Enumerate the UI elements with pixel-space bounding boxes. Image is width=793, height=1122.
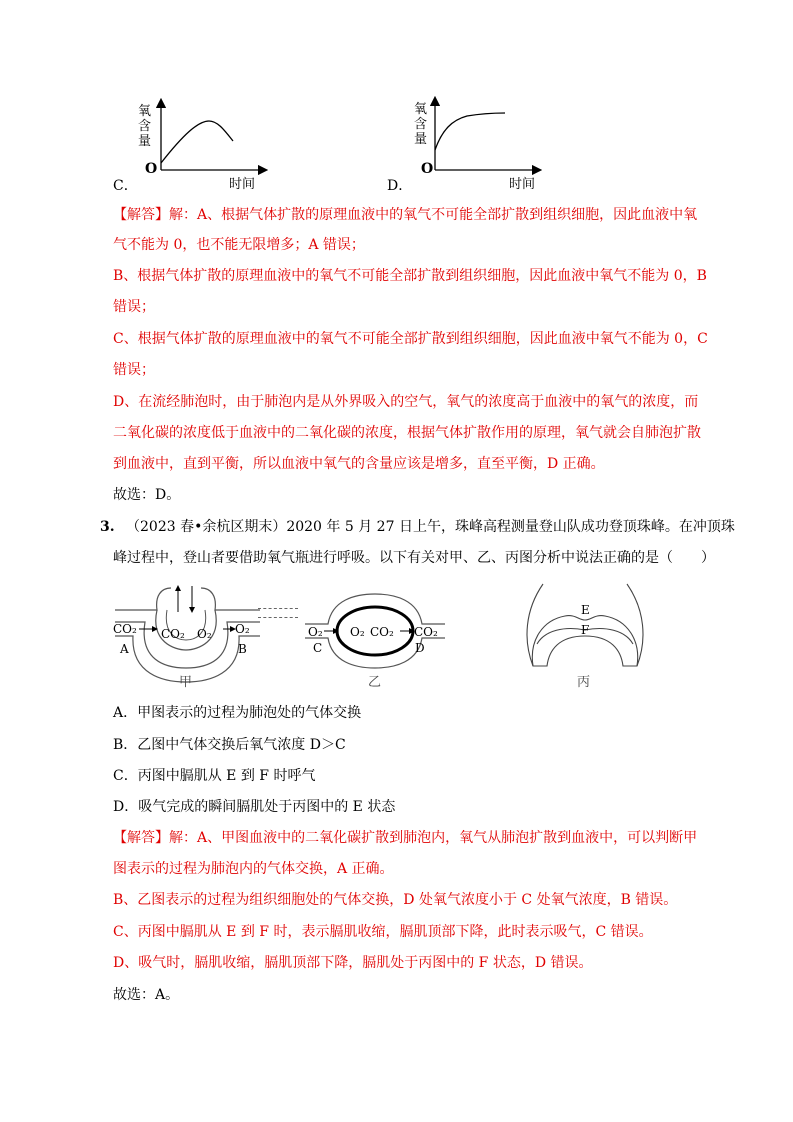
question3-number: 3. xyxy=(100,519,115,535)
answer2-line-5: C、根据气体扩散的原理血液中的氧气不可能全部扩散到组织细胞，因此血液中氧气不能为 0，C xyxy=(113,331,708,347)
bing-caption: 丙 xyxy=(577,675,591,690)
yi-co2-in: CO₂ xyxy=(370,625,394,639)
bing-label-f: F xyxy=(581,623,590,637)
answer2-line-4: 错误； xyxy=(113,299,155,315)
yi-caption: 乙 xyxy=(368,675,382,690)
origin-label: O xyxy=(421,161,434,177)
answer2-line-8: 二氧化碳的浓度低于血液中的二氧化碳的浓度，根据气体扩散作用的原理，氧气就会自肺泡扩散 xyxy=(113,425,701,441)
x-axis-label: 时间 xyxy=(509,177,536,192)
jia-o2-right: O₂ xyxy=(235,622,250,636)
origin-label: O xyxy=(145,161,158,177)
answer2-line-6: 错误； xyxy=(113,362,155,378)
figure-yi xyxy=(300,590,450,690)
yi-o2-in: O₂ xyxy=(350,625,365,639)
answer3-line-3: B、乙图表示的过程为组织细胞处的气体交换，D 处氧气浓度小于 C 处氧气浓度，B 错误。 xyxy=(113,892,678,908)
answer3-line-5: D、吸气时，膈肌收缩，膈肌顶部下降，膈肌处于丙图中的 F 状态，D 错误。 xyxy=(113,955,593,971)
y-label-char-3: 量 xyxy=(414,132,428,147)
yi-label-c: C xyxy=(313,641,323,655)
jia-co2-left: CO₂ xyxy=(113,622,137,636)
jia-co2-mid: CO₂ xyxy=(161,627,185,641)
option-d-label: D． xyxy=(387,178,413,194)
answer2-line-7: D、在流经肺泡时，由于肺泡内是从外界吸入的空气，氧气的浓度高于血液中的氧气的浓度，而 xyxy=(113,394,699,410)
answer2-line-1: 【解答】解：A、根据气体扩散的原理血液中的氧气不可能全部扩散到组织细胞，因此血液中氧 xyxy=(113,207,698,223)
graph-d xyxy=(387,95,547,195)
answer2-line-2: 气不能为 0，也不能无限增多；A 错误； xyxy=(113,237,365,253)
answer3-line-4: C、丙图中膈肌从 E 到 F 时，表示膈肌收缩，膈肌顶部下降，此时表示吸气，C 错误。 xyxy=(113,924,653,940)
answer3-line-2: 图表示的过程为肺泡内的气体交换，A 正确。 xyxy=(113,861,394,877)
jia-caption: 甲 xyxy=(179,675,193,690)
yi-o2-left: O₂ xyxy=(308,625,323,639)
option-c-label: C． xyxy=(113,178,138,194)
answer3-line-1: 【解答】解：A、甲图血液中的二氧化碳扩散到肺泡内，氧气从肺泡扩散到血液中，可以判断甲 xyxy=(113,830,698,846)
figure-jia xyxy=(105,582,275,692)
graph-c xyxy=(113,95,273,195)
option-d: D．吸气完成的瞬间膈肌处于丙图中的 E 状态 xyxy=(113,799,396,815)
option-b: B．乙图中气体交换后氧气浓度 D＞C xyxy=(113,737,346,753)
jia-label-b: B xyxy=(238,642,247,656)
answer2-line-9: 到血液中，直到平衡，所以血液中氧气的含量应该是增多，直至平衡，D 正确。 xyxy=(113,456,605,472)
figure-bing xyxy=(515,580,655,692)
y-label-char-2: 含 xyxy=(138,119,152,134)
answer3-choice: 故选：A。 xyxy=(113,987,180,1003)
yi-co2-right: CO₂ xyxy=(414,625,438,639)
answer2-choice: 故选：D。 xyxy=(113,487,181,503)
x-axis-label: 时间 xyxy=(229,177,256,192)
dotted-connector xyxy=(258,608,298,618)
question3-line-2: 峰过程中，登山者要借助氧气瓶进行呼吸。以下有关对甲、乙、丙图分析中说法正确的是（ ） xyxy=(113,550,715,566)
y-label-char-1: 氧 xyxy=(138,104,152,119)
y-label-char-1: 氧 xyxy=(414,102,428,117)
bing-label-e: E xyxy=(581,603,590,617)
option-a: A．甲图表示的过程为肺泡处的气体交换 xyxy=(113,705,362,721)
answer2-line-3: B、根据气体扩散的原理血液中的氧气不可能全部扩散到组织细胞，因此血液中氧气不能为 0，B xyxy=(113,268,707,284)
option-c: C．丙图中膈肌从 E 到 F 时呼气 xyxy=(113,768,316,784)
y-label-char-2: 含 xyxy=(414,117,428,132)
yi-label-d: D xyxy=(415,641,425,655)
jia-o2-mid: O₂ xyxy=(197,627,212,641)
jia-label-a: A xyxy=(120,642,129,656)
question3-line-1: （2023 春•余杭区期末）2020 年 5 月 27 日上午，珠峰高程测量登山队成功登顶珠峰。在冲顶珠 xyxy=(126,519,735,535)
y-label-char-3: 量 xyxy=(138,134,152,149)
